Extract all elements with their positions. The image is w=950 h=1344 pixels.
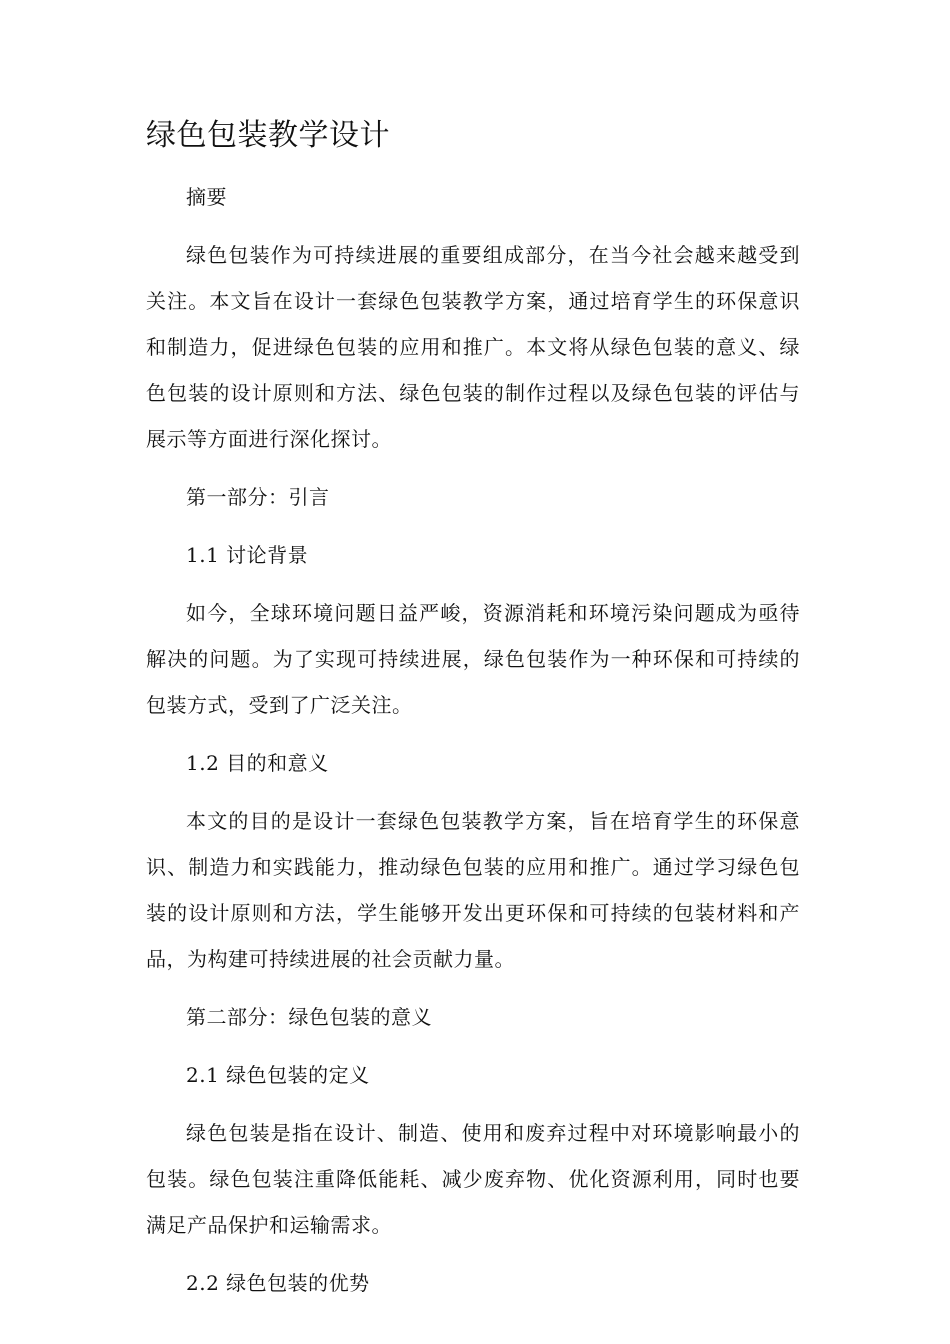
subsection-heading-1-2: 1.2 目的和意义	[186, 751, 329, 775]
section-heading-part-2: 第二部分：绿色包装的意义	[186, 1005, 432, 1029]
section-heading-part-1: 第一部分：引言	[186, 485, 330, 509]
subsection-heading-2-1: 2.1 绿色包装的定义	[186, 1063, 370, 1087]
subsection-heading-2-2: 2.2 绿色包装的优势	[186, 1271, 370, 1295]
paragraph-2-1: 绿色包装是指在设计、制造、使用和废弃过程中对环境影响最小的包装。绿色包装注重降低能耗、减少废弃物、优化资源利用，同时也要满足产品保护和运输需求。	[146, 1121, 800, 1237]
paragraph-abstract: 绿色包装作为可持续进展的重要组成部分，在当今社会越来越受到关注。本文旨在设计一套绿色包装教学方案，通过培育学生的环保意识和制造力，促进绿色包装的应用和推广。本文将从绿色包装的意义、绿色包装的设计原则和方法、绿色包装的制作过程以及绿色包装的评估与展示等方面进行深化探讨。	[146, 243, 800, 451]
document-body	[146, 110, 800, 1318]
paragraph-1-1: 如今，全球环境问题日益严峻，资源消耗和环境污染问题成为亟待解决的问题。为了实现可持续进展，绿色包装作为一种环保和可持续的包装方式，受到了广泛关注。	[146, 601, 800, 717]
document-title: 绿色包装教学设计	[146, 118, 390, 153]
subsection-heading-1-1: 1.1 讨论背景	[186, 543, 309, 567]
paragraph-1-2: 本文的目的是设计一套绿色包装教学方案，旨在培育学生的环保意识、制造力和实践能力，推动绿色包装的应用和推广。通过学习绿色包装的设计原则和方法，学生能够开发出更环保和可持续的包装材料和产品，为构建可持续进展的社会贡献力量。	[146, 809, 800, 971]
section-heading-abstract: 摘要	[186, 185, 227, 209]
